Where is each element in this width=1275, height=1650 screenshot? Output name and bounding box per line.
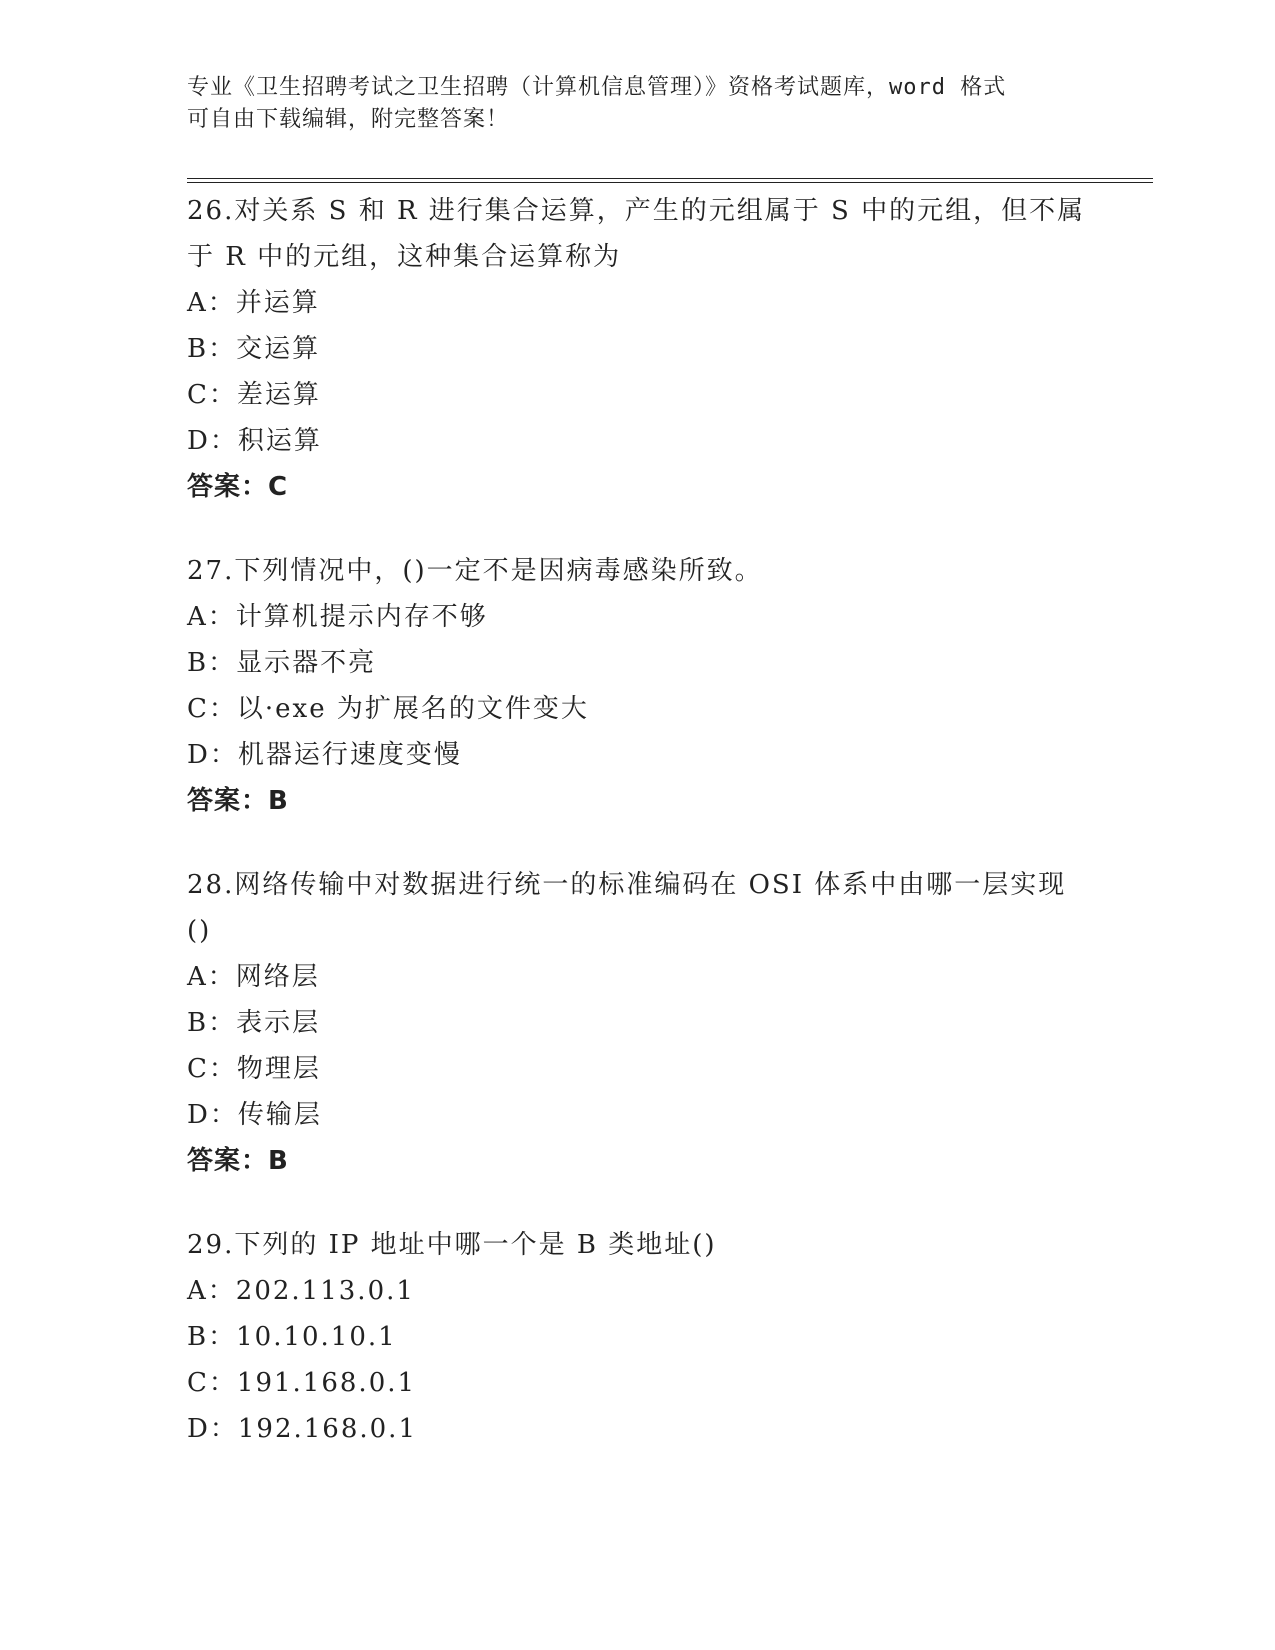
answer-line: 答案：B xyxy=(187,1146,289,1176)
option-a xyxy=(187,954,1087,1000)
option-b xyxy=(187,1314,1087,1360)
option-text: 10.10.10.1 xyxy=(236,1322,397,1352)
option-text: 显示器不亮 xyxy=(236,648,377,678)
question-27 xyxy=(187,548,1087,824)
option-text: 表示层 xyxy=(236,1008,321,1038)
question-stem-line: () xyxy=(187,916,212,946)
option-b xyxy=(187,326,1087,372)
option-a xyxy=(187,594,1087,640)
option-c xyxy=(187,372,1087,418)
header-line-1: 专业《卫生招聘考试之卫生招聘（计算机信息管理）》资格考试题库，word 格式 xyxy=(187,75,1007,100)
option-key: C： xyxy=(187,1368,237,1398)
option-key: A： xyxy=(187,602,236,632)
option-d xyxy=(187,1406,1087,1452)
option-key: C： xyxy=(187,380,237,410)
answer-line: 答案：C xyxy=(187,472,289,502)
option-c xyxy=(187,686,1087,732)
option-text: 并运算 xyxy=(235,288,320,318)
option-text: 192.168.0.1 xyxy=(237,1414,417,1444)
option-key: B： xyxy=(187,648,237,678)
option-key: A： xyxy=(187,962,236,992)
question-29 xyxy=(187,1222,1087,1452)
option-text: 物理层 xyxy=(236,1054,321,1084)
option-d xyxy=(187,732,1087,778)
question-stem-line: 26.对关系 S 和 R 进行集合运算，产生的元组属于 S 中的元组，但不属 xyxy=(187,196,1086,226)
option-text: 191.168.0.1 xyxy=(236,1368,417,1398)
question-28 xyxy=(187,862,1087,1184)
question-stem-line: 28.网络传输中对数据进行统一的标准编码在 OSI 体系中由哪一层实现 xyxy=(187,870,1067,900)
option-d xyxy=(187,1092,1087,1138)
option-a xyxy=(187,1268,1087,1314)
option-key: A： xyxy=(187,1276,236,1306)
option-key: B： xyxy=(187,1322,237,1352)
option-d xyxy=(187,418,1087,464)
option-text: 网络层 xyxy=(235,962,320,992)
option-key: D： xyxy=(187,1100,238,1130)
option-text: 传输层 xyxy=(237,1100,322,1130)
option-b xyxy=(187,1000,1087,1046)
option-key: B： xyxy=(187,1008,237,1038)
option-key: C： xyxy=(187,1054,237,1084)
option-key: D： xyxy=(187,426,238,456)
option-key: C： xyxy=(187,694,237,724)
option-text: 积运算 xyxy=(237,426,322,456)
answer-line: 答案：B xyxy=(187,786,289,816)
question-stem-line: 29.下列的 IP 地址中哪一个是 B 类地址() xyxy=(187,1230,717,1260)
question-26 xyxy=(187,188,1087,510)
header-line-2: 可自由下载编辑，附完整答案！ xyxy=(187,107,510,132)
header-divider-bottom xyxy=(187,182,1153,183)
question-stem-line: 27.下列情况中，()一定不是因病毒感染所致。 xyxy=(187,556,763,586)
question-stem-line: 于 R 中的元组，这种集合运算称为 xyxy=(187,242,622,272)
option-text: 以·exe 为扩展名的文件变大 xyxy=(236,694,589,724)
option-c xyxy=(187,1046,1087,1092)
option-key: A： xyxy=(187,288,236,318)
option-key: D： xyxy=(187,1414,238,1444)
option-key: B： xyxy=(187,334,237,364)
option-key: D： xyxy=(187,740,238,770)
option-b xyxy=(187,640,1087,686)
option-text: 交运算 xyxy=(236,334,321,364)
option-text: 差运算 xyxy=(236,380,321,410)
option-text: 计算机提示内存不够 xyxy=(235,602,488,632)
option-a xyxy=(187,280,1087,326)
option-c xyxy=(187,1360,1087,1406)
question-list xyxy=(187,188,1087,1490)
option-text: 机器运行速度变慢 xyxy=(237,740,462,770)
header-divider-top xyxy=(187,178,1153,179)
document-header xyxy=(187,72,1087,136)
option-text: 202.113.0.1 xyxy=(235,1276,415,1306)
